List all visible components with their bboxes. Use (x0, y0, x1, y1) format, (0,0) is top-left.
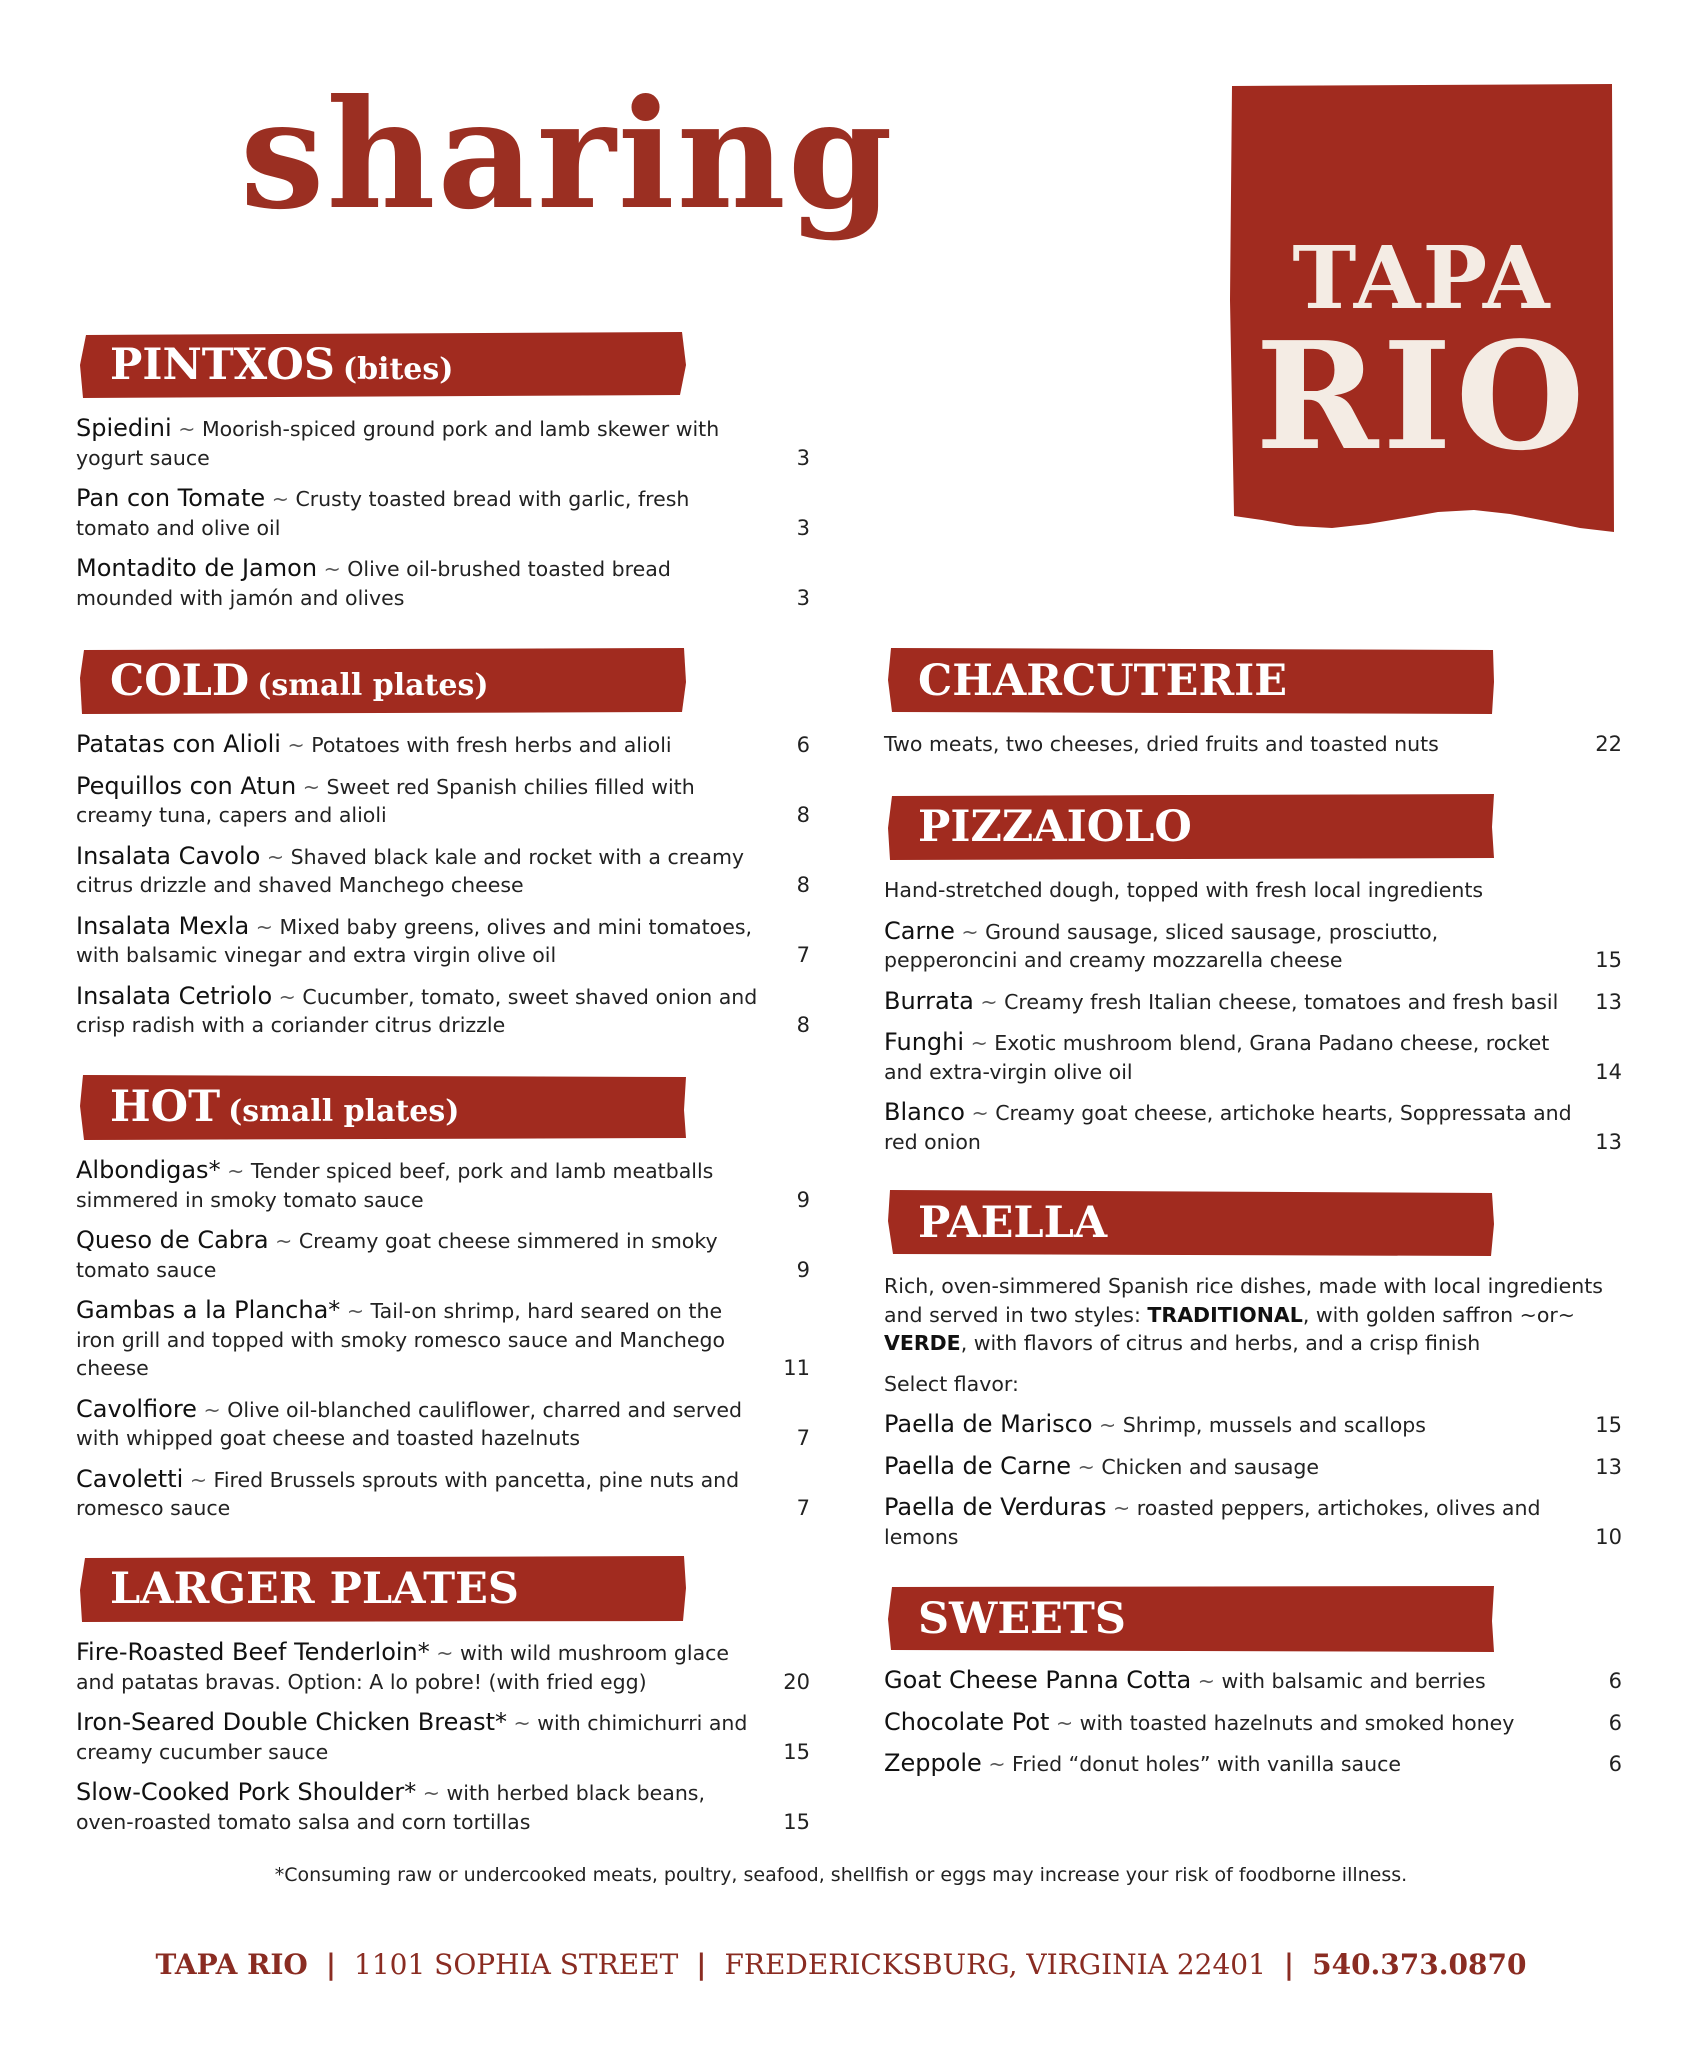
section-title-pizzaiolo: PIZZAIOLO (918, 802, 1192, 852)
item-desc: Exotic mushroom blend, Grana Padano cheese, rocket and extra-virgin olive oil (884, 1031, 1550, 1084)
menu-item: Cavoletti ~ Fired Brussels sprouts with pancetta, pine nuts and romesco sauce 7 (76, 1465, 810, 1523)
section-cold (76, 730, 810, 1052)
menu-item: Paella de Carne ~ Chicken and sausage 13 (884, 1451, 1622, 1480)
menu-item: Gambas a la Plancha* ~ Tail-on shrimp, hard seared on the iron grill and topped with smoky romesco sauce and Manchego cheese 11 (76, 1296, 810, 1383)
item-name: Spiedini (76, 414, 172, 442)
item-name: Funghi (884, 1028, 965, 1056)
item-price: 22 (1595, 732, 1622, 756)
item-name: Paella de Carne (884, 1451, 1072, 1480)
item-desc: with balsamic and berries (1221, 1669, 1486, 1693)
menu-item: Albondigas* ~ Tender spiced beef, pork and lamb meatballs simmered in smoky tomato sauce 9 (76, 1156, 810, 1214)
item-price: 6 (796, 733, 810, 757)
menu-item: Paella de Verduras ~ roasted peppers, artichokes, olives and lemons 10 (884, 1493, 1622, 1551)
item-desc: Ground sausage, sliced sausage, prosciutto, pepperoncini and creamy mozzarella cheese (884, 919, 1439, 972)
item-desc: Crusty toasted bread with garlic, fresh tomato and olive oil (76, 487, 690, 540)
item-desc: Fired Brussels sprouts with pancetta, pine nuts and romesco sauce (76, 1467, 740, 1520)
item-price: 3 (796, 445, 810, 470)
style-verde: VERDE (884, 1331, 961, 1355)
item-price: 8 (796, 1013, 810, 1037)
section-hot (76, 1156, 810, 1535)
menu-item: Montadito de Jamon ~ Olive oil-brushed toasted bread mounded with jamón and olives 3 (76, 554, 810, 612)
section-title-paella: PAELLA (918, 1198, 1108, 1248)
item-desc: Olive oil-brushed toasted bread mounded with jamón and olives (76, 557, 671, 610)
menu-item: Carne ~ Ground sausage, sliced sausage, prosciutto, pepperoncini and creamy mozzarella cheese 15 (884, 917, 1622, 975)
section-subtitle-pintxos: (bites) (342, 352, 454, 387)
item-desc: with herbed black beans, oven-roasted tomato salsa and corn tortillas (76, 1781, 706, 1834)
footer-separator: | (696, 1948, 707, 1981)
section-pizzaiolo (884, 876, 1622, 1168)
item-desc: Sweet red Spanish chilies filled with creamy tuna, capers and alioli (76, 774, 695, 827)
section-title-charcuterie: CHARCUTERIE (918, 656, 1288, 706)
item-desc: Creamy fresh Italian cheese, tomatoes and fresh basil (1004, 989, 1559, 1014)
section-title-pintxos: PINTXOS (110, 340, 335, 390)
menu-item: Fire-Roasted Beef Tenderloin* ~ with wild mushroom glace and patatas bravas. Option: A lo pobre! (with fried egg) 20 (76, 1638, 810, 1696)
section-title-sweets: SWEETS (918, 1594, 1126, 1644)
section-header-paella (888, 1190, 1496, 1256)
section-charcuterie (884, 730, 1622, 771)
section-header-charcuterie (888, 648, 1496, 714)
menu-item: Goat Cheese Panna Cotta ~ with balsamic and berries 6 (884, 1666, 1622, 1694)
item-price: 7 (796, 943, 810, 967)
item-name: Insalata Cavolo (76, 841, 261, 870)
footer-contact (0, 1948, 1682, 1981)
item-name: Zeppole (884, 1749, 982, 1777)
menu-item: Queso de Cabra ~ Creamy goat cheese simmered in smoky tomato sauce 9 (76, 1226, 810, 1284)
item-price: 7 (796, 1496, 810, 1520)
item-name: Burrata (884, 986, 974, 1015)
menu-item: Funghi ~ Exotic mushroom blend, Grana Padano cheese, rocket and extra-virgin olive oil 14 (884, 1028, 1622, 1086)
item-price: 15 (1595, 1413, 1622, 1437)
menu-item: Slow-Cooked Pork Shoulder* ~ with herbed black beans, oven-roasted tomato salsa and corn tortillas 15 (76, 1778, 810, 1836)
item-name: Queso de Cabra (76, 1226, 269, 1254)
item-price: 6 (1608, 1669, 1622, 1693)
select-flavor-label: Select flavor: (884, 1371, 1019, 1396)
item-name: Cavolfiore (76, 1394, 197, 1423)
item-desc: Shaved black kale and rocket with a creamy citrus drizzle and shaved Manchego cheese (76, 844, 745, 897)
item-price: 14 (1595, 1059, 1622, 1084)
item-name: Chocolate Pot (884, 1707, 1050, 1736)
page-title: sharing (240, 67, 895, 243)
section-header-sweets (888, 1586, 1496, 1652)
item-name: Insalata Mexla (76, 911, 250, 940)
section-title-larger-plates: LARGER PLATES (110, 1564, 519, 1614)
item-name: Patatas con Alioli (76, 730, 281, 758)
item-price: 3 (796, 585, 810, 610)
item-name: Pan con Tomate (76, 484, 266, 512)
menu-item: Insalata Cavolo ~ Shaved black kale and rocket with a creamy citrus drizzle and shaved Manchego cheese 8 (76, 842, 810, 900)
item-price: 7 (796, 1426, 810, 1450)
disclaimer: *Consuming raw or undercooked meats, poultry, seafood, shellfish or eggs may increase your risk of foodborne illness. (274, 1864, 1408, 1886)
item-price: 8 (796, 873, 810, 897)
item-name: Iron-Seared Double Chicken Breast* (76, 1708, 507, 1736)
section-header-larger-plates (80, 1556, 688, 1622)
menu-item: Cavolfiore ~ Olive oil-blanched cauliflower, charred and served with whipped goat cheese and toasted hazelnuts 7 (76, 1395, 810, 1453)
section-header-pizzaiolo (888, 794, 1496, 860)
item-name: Paella de Marisco (884, 1410, 1093, 1438)
menu-item: Spiedini ~ Moorish-spiced ground pork and lamb skewer with yogurt sauce 3 (76, 414, 810, 472)
intro-text: Rich, oven-simmered Spanish rice dishes, made with local ingredients and served in two styles: (884, 1274, 1603, 1327)
footer-phone[interactable]: 540.373.0870 (1312, 1948, 1527, 1981)
item-price: 8 (796, 803, 810, 827)
item-price: 15 (783, 1809, 810, 1834)
item-name: Fire-Roasted Beef Tenderloin* (76, 1638, 430, 1666)
item-desc: Cucumber, tomato, sweet shaved onion and crisp radish with a coriander citrus drizzle (76, 984, 758, 1037)
section-subtitle-hot: (small plates) (228, 1094, 460, 1129)
section-title-cold: COLD (110, 656, 250, 706)
item-price: 13 (1595, 1454, 1622, 1479)
section-title-hot: HOT (110, 1082, 221, 1132)
item-name: Insalata Cetriolo (76, 981, 273, 1010)
section-sweets (884, 1666, 1622, 1791)
item-name: Cavoletti (76, 1464, 184, 1493)
menu-item: Paella de Marisco ~ Shrimp, mussels and scallops 15 (884, 1410, 1622, 1438)
menu-item: Insalata Cetriolo ~ Cucumber, tomato, sweet shaved onion and crisp radish with a coriander citrus drizzle 8 (76, 982, 810, 1040)
item-price: 9 (796, 1187, 810, 1212)
footer-city: FREDERICKSBURG, VIRGINIA 22401 (724, 1948, 1266, 1981)
item-desc: Creamy goat cheese, artichoke hearts, Soppressata and red onion (884, 1101, 1572, 1154)
item-name: Gambas a la Plancha* (76, 1296, 341, 1324)
footer-address: 1101 SOPHIA STREET (354, 1948, 679, 1981)
item-desc: with chimichurri and creamy cucumber sauce (76, 1711, 748, 1764)
section-header-cold (80, 648, 688, 714)
item-price: 6 (1608, 1752, 1622, 1776)
item-name: Goat Cheese Panna Cotta (884, 1666, 1192, 1694)
item-price: 6 (1608, 1710, 1622, 1735)
item-name: Albondigas* (76, 1156, 221, 1184)
item-price: 11 (783, 1356, 810, 1380)
menu-item: Insalata Mexla ~ Mixed baby greens, olives and mini tomatoes, with balsamic vinegar and extra virgin olive oil 7 (76, 912, 810, 970)
section-header-hot (80, 1074, 688, 1140)
section-larger-plates (76, 1638, 810, 1848)
item-name: Carne (884, 916, 955, 945)
item-price: 15 (783, 1739, 810, 1764)
intro-text: , with golden saffron ~or~ (1302, 1302, 1575, 1327)
item-desc: Two meats, two cheeses, dried fruits and toasted nuts (884, 732, 1439, 756)
item-desc: Creamy goat cheese simmered in smoky tomato sauce (76, 1229, 718, 1282)
menu-item: Patatas con Alioli ~ Potatoes with fresh herbs and alioli 6 (76, 730, 810, 758)
menu-item: Iron-Seared Double Chicken Breast* ~ with chimichurri and creamy cucumber sauce 15 (76, 1708, 810, 1766)
menu-item: Pan con Tomate ~ Crusty toasted bread with garlic, fresh tomato and olive oil 3 (76, 484, 810, 542)
item-price: 3 (796, 515, 810, 540)
item-name: Slow-Cooked Pork Shoulder* (76, 1778, 417, 1806)
item-desc: Chicken and sausage (1101, 1454, 1320, 1479)
section-paella (884, 1272, 1622, 1563)
item-name: Blanco (884, 1098, 965, 1126)
menu-item (884, 730, 1622, 759)
item-desc: Moorish-spiced ground pork and lamb skewer with yogurt sauce (76, 417, 720, 470)
item-price: 13 (1595, 989, 1622, 1014)
item-desc: with wild mushroom glace and patatas bravas. Option: A lo pobre! (with fried egg) (76, 1641, 730, 1694)
section-intro (884, 1272, 1622, 1358)
item-price: 9 (796, 1257, 810, 1282)
section-header-pintxos (80, 332, 688, 398)
item-desc: Potatoes with fresh herbs and alioli (311, 733, 672, 757)
item-desc: Tail-on shrimp, hard seared on the iron grill and topped with smoky romesco sauce and Manchego cheese (76, 1299, 726, 1380)
footer-restaurant-name: TAPA RIO (155, 1948, 308, 1981)
logo-word-rio: RIO (1255, 309, 1589, 483)
menu-item: Blanco ~ Creamy goat cheese, artichoke hearts, Soppressata and red onion 13 (884, 1098, 1622, 1156)
section-subtitle-cold: (small plates) (257, 668, 489, 703)
item-desc: Tender spiced beef, pork and lamb meatballs simmered in smoky tomato sauce (76, 1159, 714, 1212)
menu-item: Chocolate Pot ~ with toasted hazelnuts and smoked honey 6 (884, 1707, 1622, 1736)
menu-item: Pequillos con Atun ~ Sweet red Spanish chilies filled with creamy tuna, capers and alioli 8 (76, 772, 810, 830)
item-name: Pequillos con Atun (76, 771, 297, 800)
section-pintxos (76, 414, 810, 624)
intro-text: , with flavors of citrus and herbs, and a crisp finish (960, 1331, 1481, 1355)
item-desc: with toasted hazelnuts and smoked honey (1079, 1710, 1515, 1735)
item-name: Montadito de Jamon (76, 554, 318, 582)
item-desc: Fried “donut holes” with vanilla sauce (1012, 1752, 1401, 1776)
footer-separator: | (325, 1948, 337, 1981)
tapa-rio-logo (1228, 84, 1616, 536)
menu-item: Burrata ~ Creamy fresh Italian cheese, tomatoes and fresh basil 13 (884, 986, 1622, 1015)
item-name: Paella de Verduras (884, 1493, 1107, 1521)
item-desc: Olive oil-blanched cauliflower, charred and served with whipped goat cheese and toasted hazelnuts (76, 1397, 743, 1450)
item-desc: Shrimp, mussels and scallops (1122, 1413, 1426, 1437)
menu-item: Zeppole ~ Fried “donut holes” with vanilla sauce 6 (884, 1749, 1622, 1777)
footer-separator: | (1283, 1948, 1295, 1981)
item-price: 13 (1595, 1129, 1622, 1154)
item-desc: Mixed baby greens, olives and mini tomatoes, with balsamic vinegar and extra virgin olive oil (76, 914, 753, 967)
logo-word-tapa: TAPA (1292, 228, 1552, 329)
item-price: 20 (783, 1669, 810, 1694)
section-intro: Hand-stretched dough, topped with fresh local ingredients (884, 878, 1484, 902)
item-price: 10 (1595, 1524, 1622, 1549)
item-price: 15 (1595, 948, 1622, 972)
style-traditional: TRADITIONAL (1147, 1302, 1303, 1327)
item-desc: roasted peppers, artichokes, olives and lemons (884, 1496, 1541, 1549)
